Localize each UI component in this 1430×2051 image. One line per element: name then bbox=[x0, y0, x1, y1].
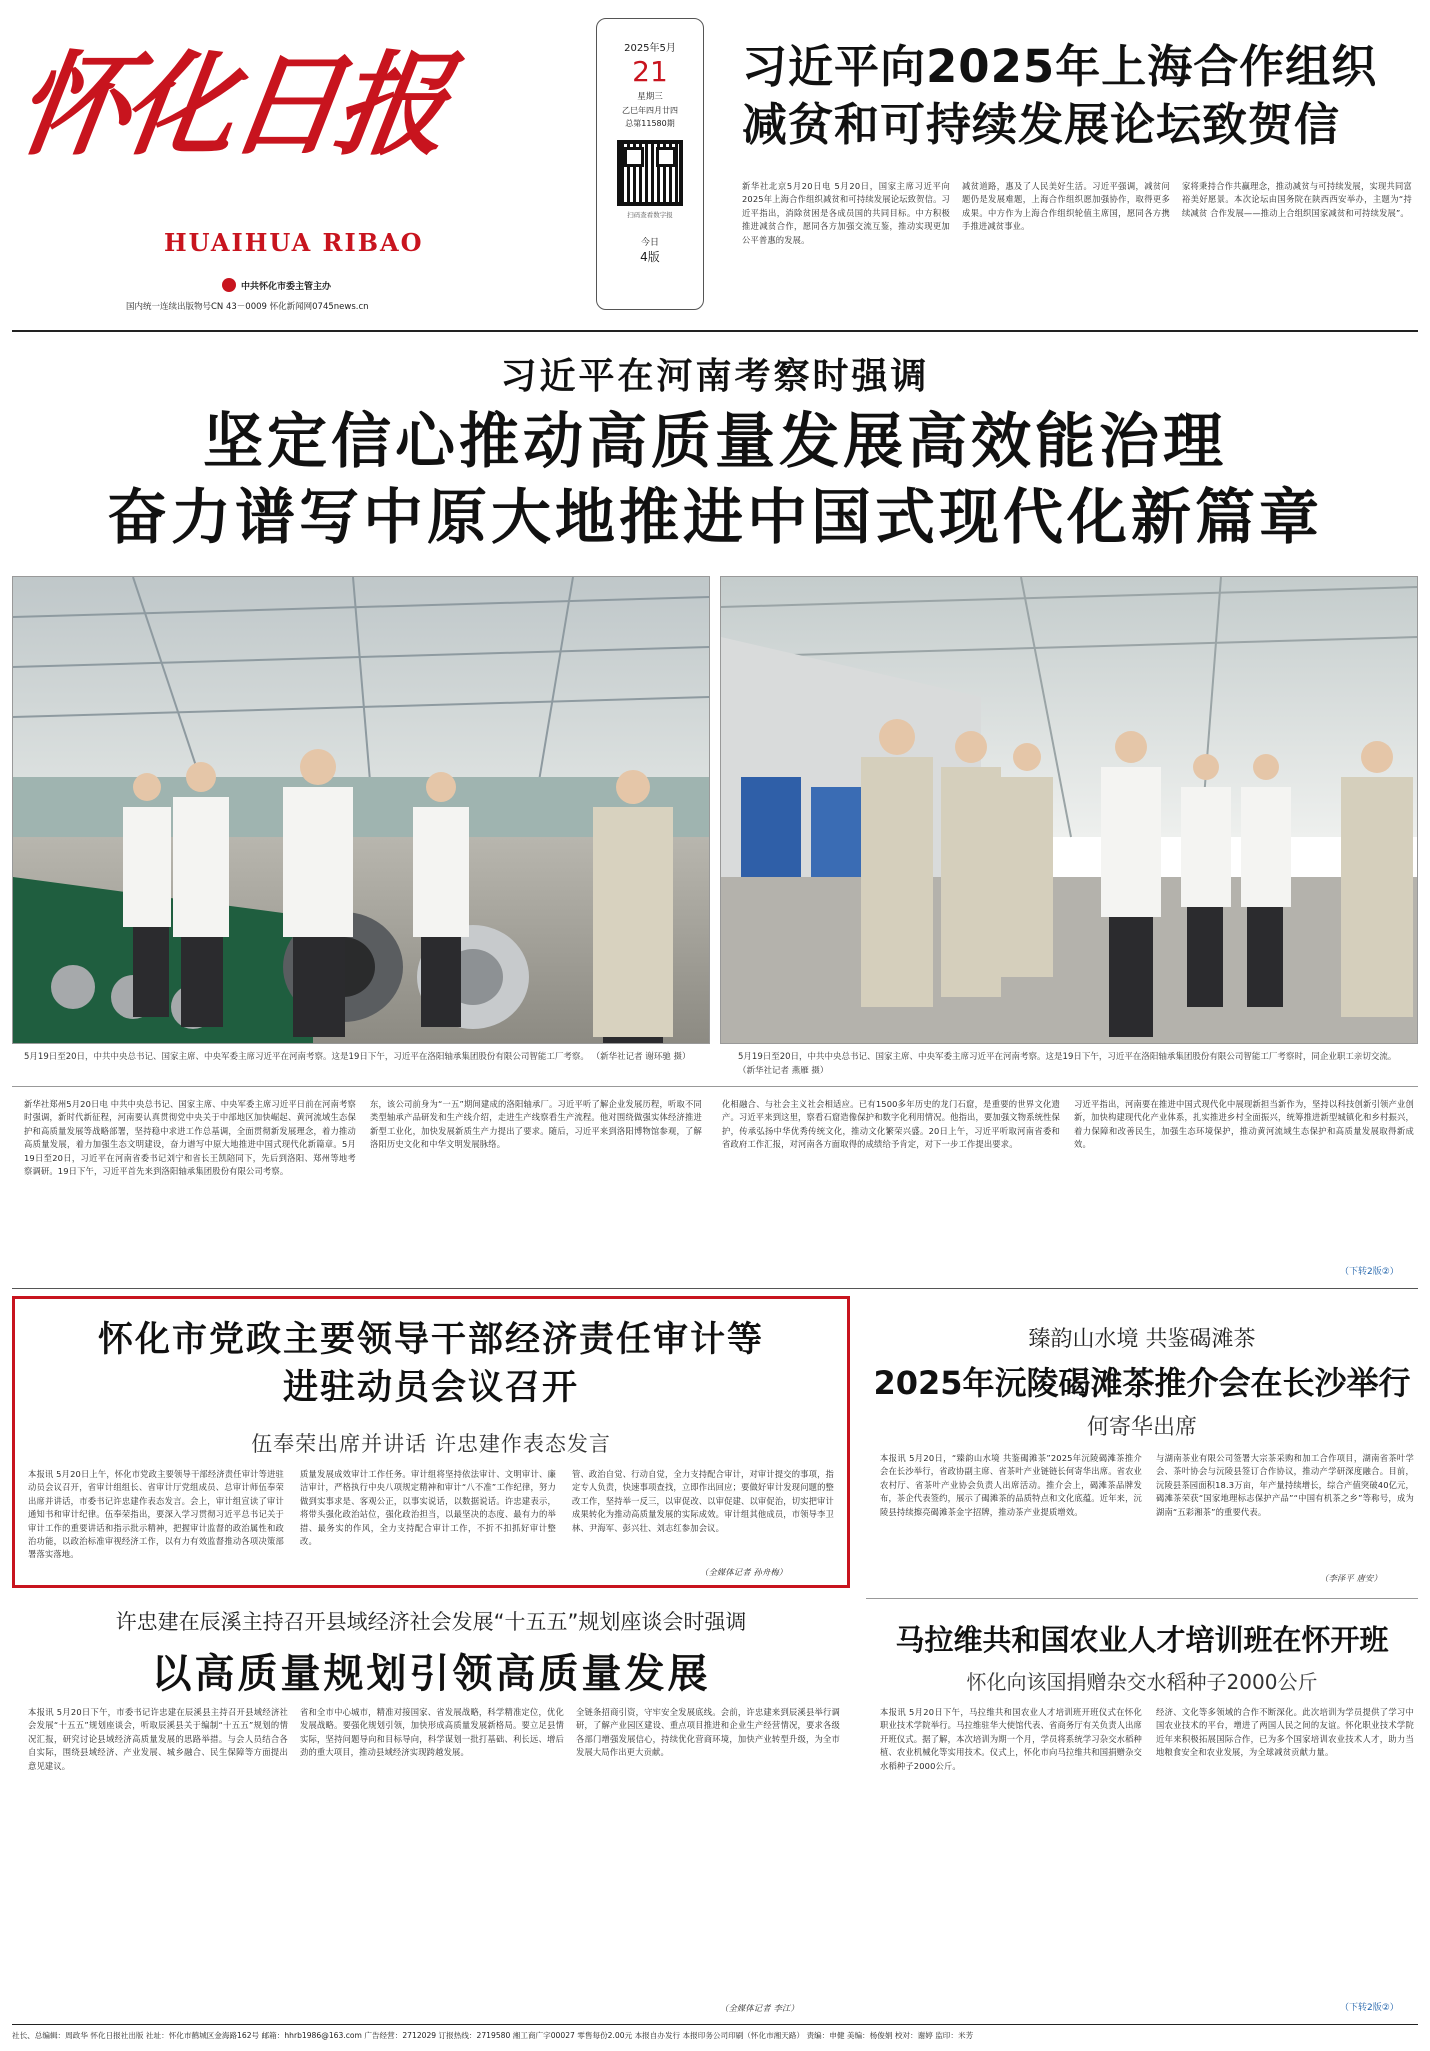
lead-col3: 化相融合、与社会主义社会相适应。已有1500多年历史的龙门石窟，是重要的世界文化遗产。习近平来到这里，察看石窟造像保护和数字化利用情况。他指出，要加强文物系统性保护，传承弘扬中华优秀传统文化，推动文化繁荣兴盛。20日上午，习近平听取河南省委和省政府工作汇报，对河南各方面取得的成绩给予肯定，对下一步工作提出要求。 bbox=[722, 1099, 1060, 1150]
planning-headline: 以高质量规划引领高质量发展 bbox=[151, 1651, 711, 1697]
footer-divider bbox=[12, 2024, 1418, 2025]
masthead-sponsor bbox=[222, 278, 331, 292]
malawi-continued-link[interactable]: （下转2版②） bbox=[1340, 2003, 1399, 2013]
audit-col2: 质量发展成效审计工作任务。审计组将坚持依法审计、文明审计、廉洁审计，严格执行中央八项规定精神和审计“八不准”工作纪律，努力做到实事求是、客观公正，以事实说话，以数据说话。许忠建表示，将带头强化政治站位，强化政治担当，以最坚决的态度、最有力的举措、最务实的作风，全力支持配合审计工作，不折不扣抓好审计整改。 bbox=[300, 1469, 556, 1547]
caption-text: 5月19日至20日，中共中央总书记、国家主席、中央军委主席习近平在河南考察。这是19日下午，习近平在洛阳轴承集团股份有限公司智能工厂考察。 bbox=[24, 1052, 589, 1062]
tea-credit: （李泽平 唐安） bbox=[1320, 1573, 1382, 1583]
planning-col2: 省和全市中心城市，精准对接国家、省发展战略，科学精准定位，优化发展战略。要强化规划引领，加快形成高质量发展新格局。要立足县情实际，坚持问题导向和目标导向，科学谋划一批打基础、利长远、增后劲的重大项目，推动县域经济实现跨越发展。 bbox=[300, 1707, 564, 1758]
headline-line: 奋力谱写中原大地推进中国式现代化新篇章 bbox=[107, 483, 1323, 553]
photo-credit: （新华社记者 燕雁 摄） bbox=[738, 1066, 829, 1076]
tea-col2: 与湖南茶业有限公司签署大宗茶采购和加工合作项目，湖南省茶叶学会、茶叶协会与沅陵县签订合作协议，推动产学研深度融合。目前，沅陵县茶园面积18.3万亩，年产量持续增长，综合产值突破40亿元，碣滩茶荣获“国家地理标志保护产品”“中国有机茶之乡”等称号，成为湖南“五彩湘茶”的重要代表。 bbox=[1156, 1453, 1414, 1517]
issue-number: 总第11580期 bbox=[625, 119, 675, 128]
audit-col1: 本报讯 5月20日上午，怀化市党政主要领导干部经济责任审计等进驻动员会议召开，省审计组组长、省审计厅党组成员、总审计师伍奉荣出席并讲话，市委书记许忠建作表态发言。会上，审计组宣读了审计通知书和审计纪律。伍奉荣指出，要深入学习贯彻习近平总书记关于审计工作的重要讲话和指示批示精神，把握审计监督的政治属性和政治功能，以政治标准审视经济工作，以有力有效监督推动各项决策部署落实落地。 bbox=[28, 1469, 284, 1560]
year-month: 2025年5月 bbox=[624, 43, 676, 54]
photo-credit: （新华社记者 谢环驰 摄） bbox=[591, 1052, 691, 1062]
audit-headline bbox=[12, 1316, 850, 1412]
top-story-col3: 家将秉持合作共赢理念，推动减贫与可持续发展，实现共同富裕美好愿景。本次论坛由国务院在陕西西安举办，主题为“持续减贫 合作发展——推动上合组织国家减贫和可持续发展”。 bbox=[1182, 181, 1412, 218]
headline-line: 怀化市党政主要领导干部经济责任审计等 bbox=[97, 1320, 764, 1360]
photo-divider bbox=[12, 1086, 1418, 1087]
party-emblem-icon bbox=[222, 278, 236, 292]
planning-credit: （全媒体记者 李江） bbox=[720, 2003, 799, 2013]
headline-line: 减贫和可持续发展论坛致贺信 bbox=[742, 98, 1341, 151]
lead-col2: 东，该公司前身为“一五”期间建成的洛阳轴承厂。习近平听了解企业发展历程，听取不同类型轴承产品研发和生产线介绍，走进生产线察看生产流程。他对围绕做强实体经济推进新型工业化，加快发展新质生产力提出了要求。随后，习近平来到洛阳博物馆参观，了解洛阳历史文化和中华文明发展脉络。 bbox=[370, 1099, 702, 1150]
section-divider bbox=[12, 1288, 1418, 1289]
top-story-col2: 减贫道路，惠及了人民美好生活。习近平强调，减贫问题仍是发展难题，上海合作组织愿加强协作，取得更多成果。中方作为上海合作组织轮值主席国，愿同各方携手推进减贫事业。 bbox=[962, 181, 1170, 232]
date-box bbox=[596, 18, 704, 310]
masthead-pinyin: HUAIHUA RIBAO bbox=[164, 228, 424, 257]
headline-line: 习近平向2025年上海合作组织 bbox=[742, 40, 1378, 93]
malawi-divider bbox=[866, 1598, 1418, 1599]
masthead bbox=[8, 36, 578, 206]
tea-headline: 2025年沅陵碣滩茶推介会在长沙举行 bbox=[873, 1364, 1411, 1402]
masthead-registration: 国内统一连续出版物号CN 43－0009 怀化新闻网0745news.cn bbox=[126, 302, 369, 312]
planning-col3: 全链条招商引资，守牢安全发展底线。会前，许忠建来到辰溪县举行调研，了解产业园区建设、重点项目推进和企业生产经营情况，要求各级各部门增强发展信心，持续优化营商环境，加快产业转型升级，为全市发展大局作出更大贡献。 bbox=[576, 1707, 840, 1758]
today-label: 今日 bbox=[640, 238, 659, 248]
audit-col3: 管、政治自觉、行动自觉，全力支持配合审计，对审计提交的事项，指定专人负责，快速事项查找，立即作出回应；要做好审计发现问题的整改工作，坚持举一反三，以审促改、以审促建、以审促治，切实把审计成果转化为推动高质量发展的实际成效。审计组其他成员，市领导李卫林、尹海军、彭兴壮、刘志红参加会议。 bbox=[572, 1469, 834, 1533]
photo2-caption bbox=[738, 1050, 1408, 1078]
tea-col1: 本报讯 5月20日，“臻韵山水境 共鉴碣滩茶”2025年沅陵碣滩茶推介会在长沙举行，省政协副主席、省茶叶产业链链长何寄华出席。省农业农村厅、省茶叶产业协会负责人出席活动。推介会上，碣滩茶品牌发布，茶企代表签约，展示了碣滩茶的品质特点和文化底蕴。近年来，沅陵县持续擦亮碣滩茶金字招牌，推动茶产业提质增效。 bbox=[880, 1453, 1142, 1517]
page-count: 4版 bbox=[640, 250, 660, 264]
newspaper-logo: 怀化日报 bbox=[8, 40, 452, 171]
qr-code-icon[interactable] bbox=[617, 140, 683, 206]
tea-subhead: 何寄华出席 bbox=[1086, 1415, 1197, 1440]
audit-subhead: 伍奉荣出席并讲话 许忠建作表态发言 bbox=[251, 1432, 611, 1456]
lunar-date: 乙巳年四月廿四 bbox=[622, 106, 678, 115]
photo-factory-visit bbox=[12, 576, 710, 1044]
lead-continued-link[interactable]: （下转2版②） bbox=[1340, 1267, 1399, 1277]
tea-kicker: 臻韵山水境 共鉴碣滩茶 bbox=[1028, 1327, 1256, 1352]
malawi-col1: 本报讯 5月20日下午，马拉维共和国农业人才培训班开班仪式在怀化职业技术学院举行。马拉维驻华大使馆代表、省商务厅有关负责人出席开班仪式。据了解，本次培训为期一个月，学员将系统学习杂交水稻种植、农业机械化等实用技术。仪式上，怀化市向马拉维共和国捐赠杂交水稻种子2000公斤。 bbox=[880, 1707, 1142, 1771]
caption-text: 5月19日至20日，中共中央总书记、国家主席、中央军委主席习近平在河南考察。这是19日下午，习近平在洛阳轴承集团股份有限公司智能工厂考察时，同企业职工亲切交流。 bbox=[738, 1052, 1397, 1062]
audit-credit: （全媒体记者 孙舟梅） bbox=[700, 1567, 788, 1577]
lead-col1: 新华社郑州5月20日电 中共中央总书记、国家主席、中央军委主席习近平日前在河南考察时强调，新时代新征程，河南要认真贯彻党中央关于中部地区加快崛起、黄河流域生态保护和高质量发展等战略部署，坚持稳中求进工作总基调，全面贯彻新发展理念，着力推动高质量发展，着力加强生态文明建设，奋力谱写中原大地推进中国式现代化新篇章。5月19日至20日，习近平在河南省委书记刘宁和省长王凯陪同下，先后到洛阳、郑州等地考察调研。19日下午，习近平首先来到洛阳轴承集团股份有限公司考察。 bbox=[24, 1099, 356, 1177]
headline-line: 进驻动员会议召开 bbox=[282, 1368, 579, 1408]
sponsor-text: 中共怀化市委主管主办 bbox=[241, 281, 332, 292]
weekday: 星期三 bbox=[637, 92, 663, 102]
headline-line: 坚定信心推动高质量发展高效能治理 bbox=[203, 407, 1227, 477]
lead-headline bbox=[0, 404, 1430, 556]
photo1-caption bbox=[24, 1050, 700, 1064]
top-story-col1: 新华社北京5月20日电 5月20日，国家主席习近平向2025年上海合作组织减贫和可持续发展论坛致贺信。习近平指出，消除贫困是各成员国的共同目标。中方积极推进减贫合作，愿同各方加强交流互鉴，推动实现更加公平普惠的发展。 bbox=[742, 181, 950, 245]
malawi-col2: 经济、文化等多领域的合作不断深化。此次培训为学员提供了学习中国农业技术的平台，增进了两国人民之间的友谊。怀化职业技术学院近年来积极拓展国际合作，已为多个国家培训农业技术人才，助力当地粮食安全和农业发展，为全球减贫贡献力量。 bbox=[1156, 1707, 1414, 1758]
malawi-headline: 马拉维共和国农业人才培训班在怀开班 bbox=[895, 1623, 1389, 1657]
lead-kicker: 习近平在河南考察时强调 bbox=[500, 356, 930, 397]
photo-image bbox=[13, 577, 710, 1044]
masthead-divider bbox=[12, 330, 1418, 332]
qr-caption: 扫码查看数字报 bbox=[627, 211, 673, 219]
malawi-subhead: 怀化向该国捐赠杂交水稻种子2000公斤 bbox=[966, 1670, 1318, 1694]
planning-kicker: 许忠建在辰溪主持召开县域经济社会发展“十五五”规划座谈会时强调 bbox=[115, 1610, 747, 1634]
photo-image bbox=[721, 577, 1418, 1044]
day-number: 21 bbox=[632, 55, 668, 88]
footer-imprint: 社长、总编辑：周政华 怀化日报社出版 社址：怀化市鹤城区金海路162号 邮箱：hhrb1986@163.com 广告经营：2712029 订报热线：2719580 湘工商广字00027 零售每份2.00元 本报自办发行 本报印务公司印刷（怀化市湘天路） 责编：申健 美编：杨俊娟 校对：谢婷 监印：米芳 bbox=[12, 2031, 974, 2040]
photo-workers-chat bbox=[720, 576, 1418, 1044]
top-story-headline bbox=[742, 38, 1377, 154]
lead-col4: 习近平指出，河南要在推进中国式现代化中展现新担当新作为，坚持以科技创新引领产业创新，加快构建现代化产业体系，扎实推进乡村全面振兴，统筹推进新型城镇化和乡村振兴，着力保障和改善民生，加强生态环境保护，推动黄河流域生态保护和高质量发展取得新成效。 bbox=[1074, 1099, 1414, 1150]
planning-col1: 本报讯 5月20日下午，市委书记许忠建在辰溪县主持召开县域经济社会发展“十五五”规划座谈会，听取辰溪县关于编制“十五五”规划的情况汇报，研究讨论县域经济高质量发展的思路举措。与会人员结合各自实际，围绕县域经济、产业发展、城乡融合、民生保障等方面提出意见建议。 bbox=[28, 1707, 288, 1771]
